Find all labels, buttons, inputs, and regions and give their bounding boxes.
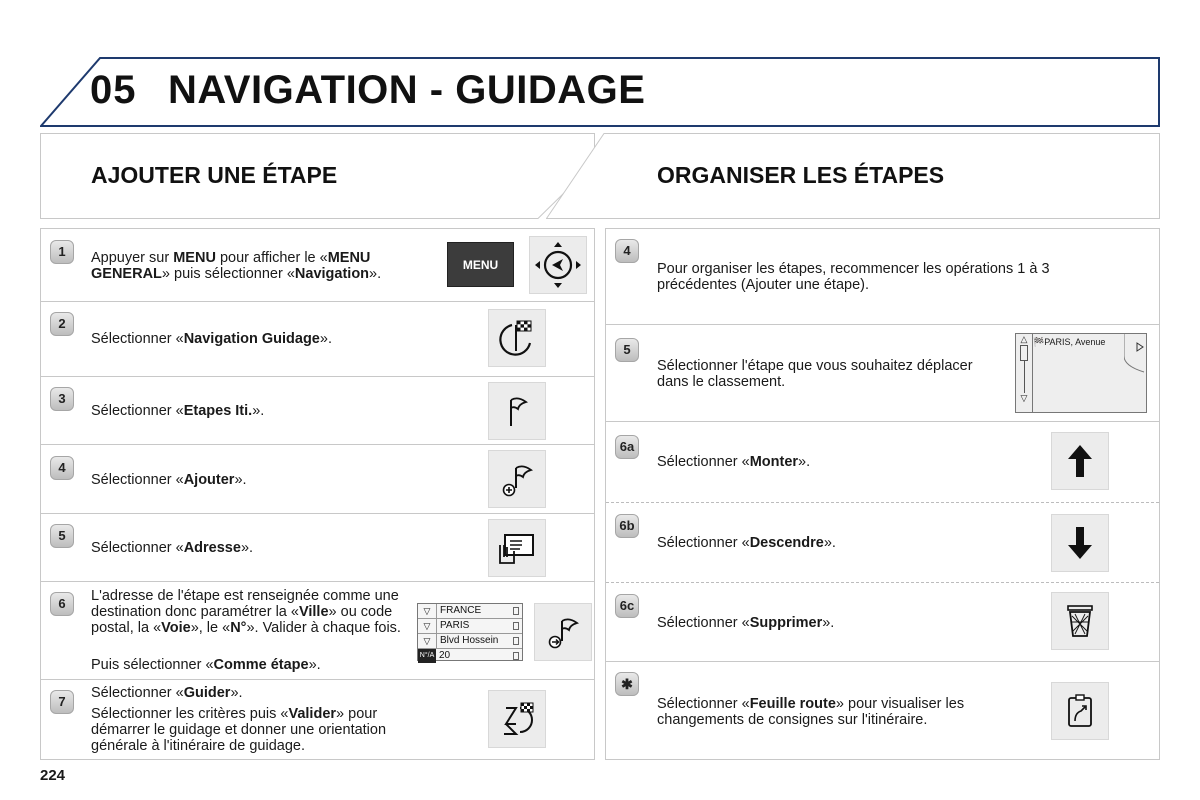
right-section-title: ORGANISER LES ÉTAPES xyxy=(657,162,945,188)
trash-icon xyxy=(1051,592,1109,650)
scroll-thumb xyxy=(1020,345,1028,361)
step-badge: 7 xyxy=(50,690,74,714)
step-badge: 6c xyxy=(615,594,639,618)
step-badge: 3 xyxy=(50,387,74,411)
form-field xyxy=(418,649,522,663)
form-field xyxy=(418,619,522,634)
form-field-street: Blvd Hossein xyxy=(440,635,499,646)
divider xyxy=(41,513,594,514)
form-field xyxy=(418,604,522,619)
step-badge: 4 xyxy=(50,456,74,480)
divider xyxy=(41,444,594,445)
page-number: 224 xyxy=(40,767,66,784)
as-waypoint-icon xyxy=(534,603,592,661)
form-field-number: 20 xyxy=(439,650,451,661)
form-field xyxy=(418,634,522,649)
divider xyxy=(41,376,594,377)
right-step-route-text: Sélectionner «Feuille route» pour visualiser les changements de consignes sur l'itinéraire. xyxy=(657,696,965,728)
menu-button-label: MENU xyxy=(462,257,499,272)
right-step-6a-text: Sélectionner «Monter». xyxy=(657,454,811,470)
right-step-5-text: Sélectionner l'étape que vous souhaitez déplacer dans le classement. xyxy=(657,358,973,390)
dropdown-triangle-icon: ▽ xyxy=(418,619,437,633)
step-2-text: Sélectionner «Navigation Guidage». xyxy=(91,331,332,347)
right-steps-panel xyxy=(605,228,1160,760)
step-badge: 2 xyxy=(50,312,74,336)
form-field-country: FRANCE xyxy=(440,605,482,616)
step-badge: 6a xyxy=(615,435,639,459)
step-7-text-2: Sélectionner les critères puis «Valider» pour démarrer le guidage et donner une orientation générale à l'itinéraire de guidage. xyxy=(91,706,387,754)
light-bulb-icon: ✱ xyxy=(615,672,639,696)
step-3-text: Sélectionner «Etapes Iti.». xyxy=(91,403,265,419)
chapter-title: NAVIGATION - GUIDAGE xyxy=(168,68,646,112)
list-item xyxy=(1033,337,1105,348)
navigation-dial-icon xyxy=(529,236,587,294)
step-6-text-2: Puis sélectionner «Comme étape». xyxy=(91,657,321,673)
flag-icon xyxy=(488,382,546,440)
step-6-text: L'adresse de l'étape est renseignée comme une destination donc paramétrer la «Ville» ou code postal, la «Voie», le «N°». Valider à chaque fois. xyxy=(91,588,401,636)
right-step-4-text: Pour organiser les étapes, recommencer les opérations 1 à 3 précédentes (Ajouter une étape). xyxy=(657,261,1050,293)
step-badge: 6b xyxy=(615,514,639,538)
divider xyxy=(41,581,594,582)
waypoint-list-screen xyxy=(1015,333,1147,413)
step-badge: 5 xyxy=(615,338,639,362)
menu-button[interactable] xyxy=(447,242,514,287)
left-section-title: AJOUTER UNE ÉTAPE xyxy=(91,162,338,188)
divider xyxy=(606,324,1159,325)
step-badge: 1 xyxy=(50,240,74,264)
right-step-6c-text: Sélectionner «Supprimer». xyxy=(657,615,835,631)
address-icon xyxy=(488,519,546,577)
scroll-up-icon: △ xyxy=(1020,334,1028,344)
divider xyxy=(606,582,1159,583)
divider xyxy=(606,661,1159,662)
divider xyxy=(606,421,1159,422)
start-guidance-icon xyxy=(488,690,546,748)
step-7-text: Sélectionner «Guider». xyxy=(91,685,243,701)
list-tab-arrow-icon xyxy=(1124,334,1148,374)
address-form-preview xyxy=(417,603,523,661)
arrow-up-icon xyxy=(1051,432,1109,490)
chapter-number: 05 xyxy=(90,68,137,112)
divider xyxy=(41,679,594,680)
checkered-flag-icon: 🏁 xyxy=(1033,337,1045,347)
scroll-down-icon: ▽ xyxy=(1020,393,1028,403)
add-waypoint-icon xyxy=(488,450,546,508)
right-step-6b-text: Sélectionner «Descendre». xyxy=(657,535,836,551)
divider xyxy=(41,301,594,302)
list-item-label: PARIS, Avenue xyxy=(1044,337,1106,347)
form-field-number-label: N°/A xyxy=(418,649,436,663)
step-5-text: Sélectionner «Adresse». xyxy=(91,540,254,556)
dropdown-triangle-icon: ▽ xyxy=(418,604,437,618)
list-scrollbar xyxy=(1016,334,1033,412)
route-sheet-icon xyxy=(1051,682,1109,740)
form-field-city: PARIS xyxy=(440,620,470,631)
step-badge: 5 xyxy=(50,524,74,548)
navigation-guidance-icon xyxy=(488,309,546,367)
dropdown-triangle-icon: ▽ xyxy=(418,634,437,648)
step-1-text: Appuyer sur MENU pour afficher le «MENU GENERAL» puis sélectionner «Navigation». xyxy=(91,250,382,282)
step-badge: 6 xyxy=(50,592,74,616)
arrow-down-icon xyxy=(1051,514,1109,572)
divider xyxy=(606,502,1159,503)
step-4-text: Sélectionner «Ajouter». xyxy=(91,472,247,488)
step-badge: 4 xyxy=(615,239,639,263)
